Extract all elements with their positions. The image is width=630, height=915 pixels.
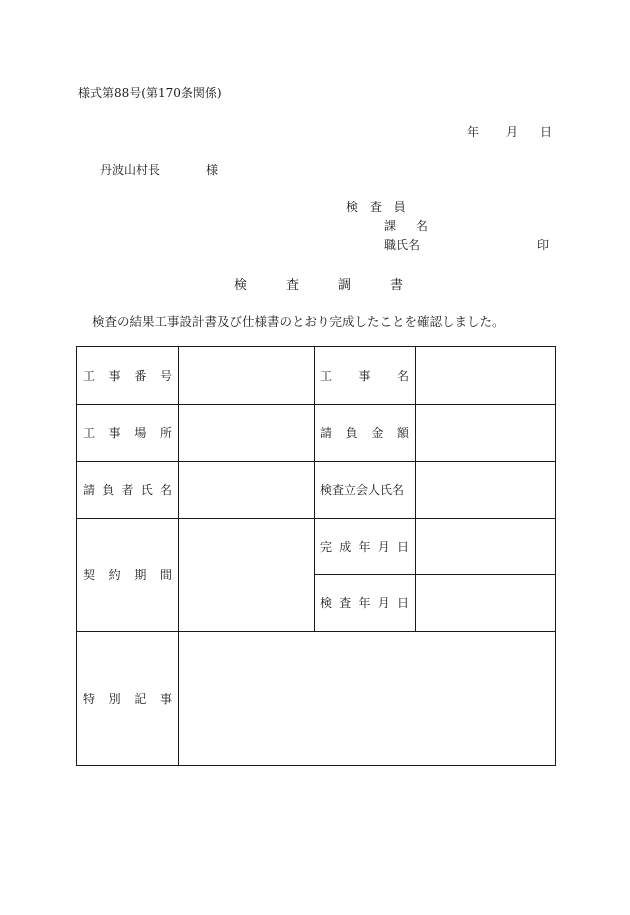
label-inspection-date <box>314 574 415 631</box>
label-text: 検査立会人氏名 <box>320 483 405 497</box>
value-construction-name[interactable] <box>415 347 555 404</box>
document-title-char: 検 <box>234 278 248 293</box>
addressee-name: 丹波山村長 <box>100 163 161 177</box>
label-char: 月 <box>377 539 390 554</box>
label-construction-number <box>77 347 178 404</box>
addressee-honorific: 様 <box>206 163 219 177</box>
label-char: 負 <box>102 483 115 497</box>
label-char: 工 <box>83 426 96 440</box>
seal-label: 印 <box>537 238 550 252</box>
label-char: 日 <box>396 596 409 610</box>
label-char: 工 <box>83 369 96 383</box>
department-label: 課 名 <box>384 219 436 233</box>
label-char: 名 <box>159 483 172 497</box>
inspection-details-table <box>76 346 556 766</box>
label-char: 者 <box>121 483 134 497</box>
date-day-label: 日 <box>540 125 553 139</box>
label-char: 番 <box>134 369 147 383</box>
label-char: 請 <box>320 426 333 440</box>
document-title-char: 調 <box>338 278 352 293</box>
label-char: 所 <box>159 426 172 440</box>
label-char: 事 <box>108 426 121 440</box>
label-char: 別 <box>108 691 121 706</box>
label-char: 工 <box>320 369 333 383</box>
label-char: 氏 <box>140 483 153 497</box>
label-char: 特 <box>83 691 96 706</box>
date-month-label: 月 <box>506 125 519 139</box>
label-char: 事 <box>358 369 371 383</box>
label-char: 査 <box>339 596 352 610</box>
label-char: 事 <box>108 369 121 383</box>
label-contract-period <box>77 518 178 631</box>
label-char: 成 <box>339 539 352 554</box>
confirmation-statement: 検査の結果工事設計書及び仕様書のとおり完成したことを確認しました。 <box>92 314 505 329</box>
form-number: 様式第88号(第170条関係) <box>78 86 222 100</box>
label-special-notes <box>77 631 178 765</box>
label-char: 請 <box>83 483 96 497</box>
label-char: 場 <box>134 426 147 440</box>
value-inspection-witness-name[interactable] <box>415 461 555 518</box>
label-construction-name <box>314 347 415 404</box>
label-char: 約 <box>108 568 121 582</box>
value-completion-date[interactable] <box>415 518 555 574</box>
position-name-label: 職氏名 <box>384 238 421 252</box>
label-inspection-witness-name <box>314 461 415 518</box>
value-contract-period[interactable] <box>178 518 314 631</box>
label-char: 記 <box>134 691 147 706</box>
label-contract-amount <box>314 404 415 461</box>
label-char: 期 <box>134 568 147 582</box>
value-construction-site[interactable] <box>178 404 314 461</box>
label-char: 額 <box>396 426 409 440</box>
label-char: 月 <box>377 596 390 610</box>
value-contract-amount[interactable] <box>415 404 555 461</box>
label-char: 契 <box>83 568 96 582</box>
label-char: 日 <box>396 539 409 554</box>
label-construction-site <box>77 404 178 461</box>
document-title <box>234 274 442 293</box>
label-completion-date <box>314 518 415 574</box>
value-construction-number[interactable] <box>178 347 314 404</box>
value-inspection-date[interactable] <box>415 574 555 631</box>
label-char: 検 <box>320 596 333 610</box>
label-char: 号 <box>159 369 172 383</box>
label-char: 事 <box>159 691 172 706</box>
label-char: 名 <box>396 369 409 383</box>
inspector-title: 検 査 員 <box>346 200 410 214</box>
label-char: 金 <box>371 426 384 440</box>
value-special-notes[interactable] <box>178 631 555 765</box>
label-contractor-name <box>77 461 178 518</box>
document-title-char: 書 <box>390 278 404 293</box>
date-year-label: 年 <box>467 125 480 139</box>
document-title-char: 査 <box>286 278 300 293</box>
label-char: 完 <box>320 539 333 554</box>
label-char: 年 <box>358 539 371 554</box>
value-contractor-name[interactable] <box>178 461 314 518</box>
label-char: 間 <box>159 568 172 582</box>
label-char: 負 <box>345 426 358 440</box>
label-char: 年 <box>358 596 371 610</box>
